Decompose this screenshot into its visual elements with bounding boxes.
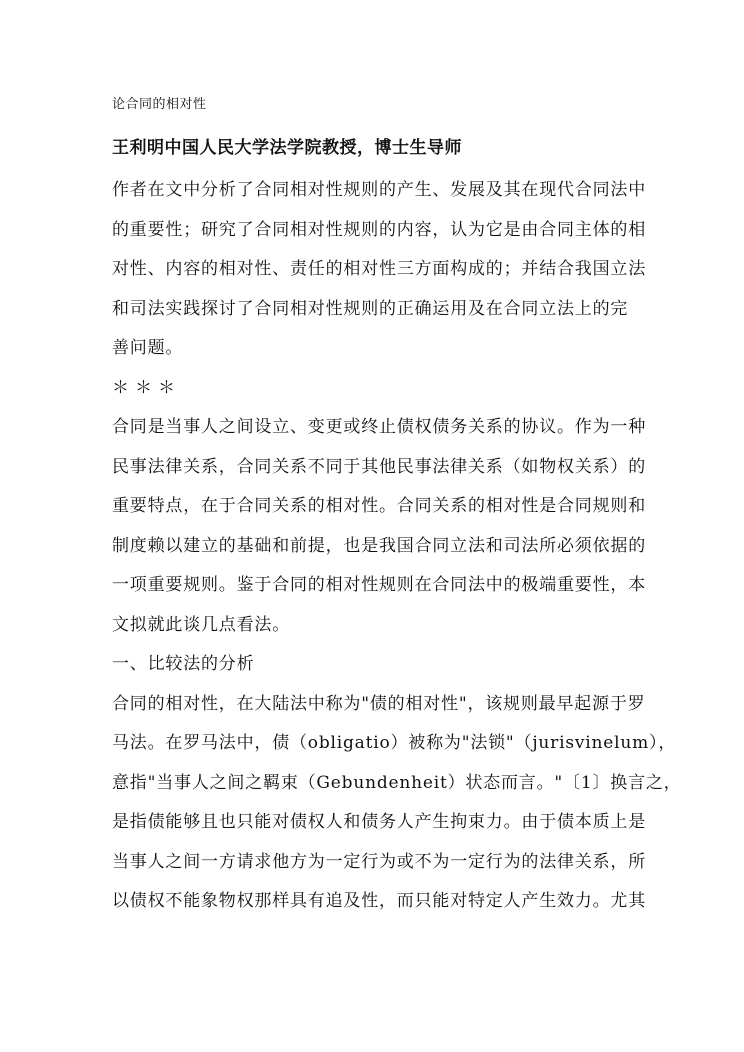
text-line: 对性、内容的相对性、责任的相对性三方面构成的；并结合我国立法 [112, 259, 646, 279]
text-line: 是指债能够且也只能对债权人和债务人产生拘束力。由于债本质上是 [112, 812, 646, 832]
text-line: 一项重要规则。鉴于合同的相对性规则在合同法中的极端重要性，本 [112, 575, 646, 595]
text-line: 合同的相对性，在大陆法中称为"债的相对性"，该规则最早起源于罗 [112, 693, 646, 714]
text-line: 以债权不能象物权那样具有追及性，而只能对特定人产生效力。尤其 [112, 891, 646, 911]
text-line: 作者在文中分析了合同相对性规则的产生、发展及其在现代合同法中 [112, 180, 646, 200]
text-line: 合同是当事人之间设立、变更或终止债权债务关系的协议。作为一种 [112, 417, 646, 437]
document-title: 论合同的相对性 [112, 97, 207, 112]
text-line: 民事法律关系，合同关系不同于其他民事法律关系（如物权关系）的 [112, 456, 646, 477]
text-line: 重要特点，在于合同关系的相对性。合同关系的相对性是合同规则和 [112, 496, 646, 516]
text-line: 意指"当事人之间之羁束（Gebundenheit）状态而言。"〔1〕换言之， [112, 772, 682, 793]
text-line: 文拟就此谈几点看法。 [112, 614, 290, 635]
section-separator: ＊＊＊ [112, 377, 181, 398]
text-line: 制度赖以建立的基础和前提，也是我国合同立法和司法所必须依据的 [112, 535, 646, 556]
text-line: 善问题。 [112, 338, 184, 358]
text-line: 的重要性；研究了合同相对性规则的内容，认为它是由合同主体的相 [112, 219, 646, 240]
text-line: 当事人之间一方请求他方为一定行为或不为一定行为的法律关系，所 [112, 851, 646, 872]
author-line: 王利明中国人民大学法学院教授，博士生导师 [112, 138, 462, 158]
document-body [112, 171, 682, 922]
text-line: 马法。在罗马法中，债（obligatio）被称为"法锁"（jurisvinelum）， [112, 733, 677, 753]
text-line: 和司法实践探讨了合同相对性规则的正确运用及在合同立法上的完 [112, 298, 629, 319]
section-heading: 一、比较法的分析 [112, 654, 255, 674]
